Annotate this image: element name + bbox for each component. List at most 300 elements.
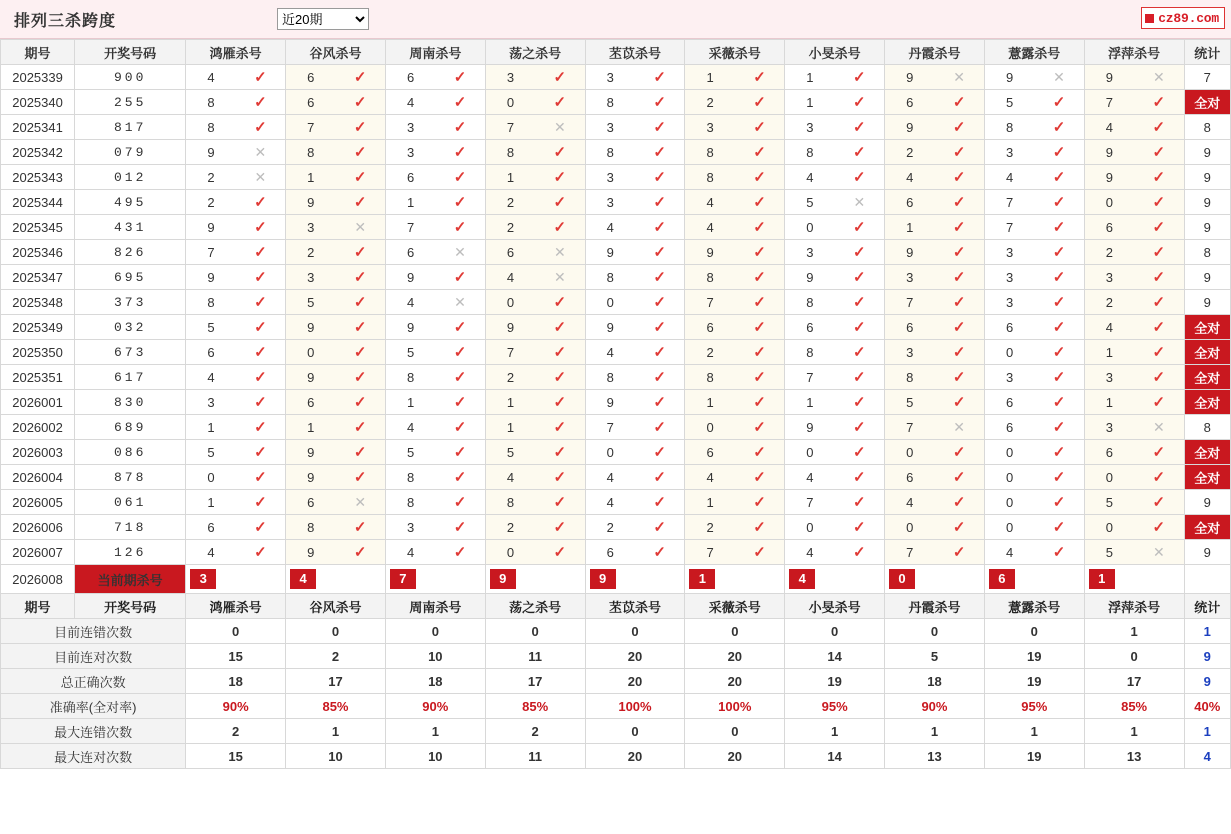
- cell-kill-8: [984, 415, 1084, 440]
- kill-number-table: [0, 39, 1231, 769]
- cell-kill-0: [186, 265, 286, 290]
- cell-kill-4: [585, 390, 685, 415]
- check-icon: ✓: [453, 443, 467, 461]
- summary-value-8: 19: [984, 744, 1084, 769]
- cross-icon: ✕: [553, 269, 566, 285]
- kill-number: 3: [806, 244, 814, 260]
- kill-number: 6: [906, 469, 914, 485]
- cell-kill-3: [485, 65, 585, 90]
- kill-number: 6: [207, 519, 215, 535]
- cell-kill-9: [1084, 65, 1184, 90]
- kill-number: 0: [906, 519, 914, 535]
- cell-draw-number: 817: [75, 115, 186, 140]
- kill-number: 9: [606, 394, 614, 410]
- cell-kill-2: [385, 365, 485, 390]
- check-icon: ✓: [952, 218, 966, 236]
- cell-draw-number: 032: [75, 315, 186, 340]
- check-icon: ✓: [1052, 93, 1066, 111]
- kill-number: 3: [606, 194, 614, 210]
- kill-number: 6: [906, 194, 914, 210]
- kill-number: 4: [207, 369, 215, 385]
- kill-number: 7: [706, 544, 714, 560]
- kill-number: 5: [406, 344, 415, 360]
- check-icon: ✓: [1152, 293, 1166, 311]
- cell-kill-2: [385, 440, 485, 465]
- cell-kill-5: [685, 165, 785, 190]
- kill-number: 5: [207, 319, 215, 335]
- logo-square-icon: [1145, 14, 1154, 23]
- kill-number: 6: [706, 444, 714, 460]
- summary-value-1: 17: [286, 669, 386, 694]
- cross-icon: ✕: [953, 419, 966, 435]
- summary-label: 目前连错次数: [1, 619, 186, 644]
- summary-label: 准确率(全对率): [1, 694, 186, 719]
- cell-kill-1: [286, 415, 386, 440]
- kill-number: 7: [307, 119, 315, 135]
- cell-issue: 2025343: [1, 165, 75, 190]
- cell-kill-4: [585, 490, 685, 515]
- kill-number: 3: [1105, 369, 1114, 385]
- cell-draw-number: 830: [75, 390, 186, 415]
- check-icon: ✓: [653, 493, 666, 511]
- cell-draw-number: 373: [75, 290, 186, 315]
- kill-number: 2: [706, 344, 714, 360]
- summary-value-5: 20: [685, 644, 785, 669]
- kill-number: 0: [806, 519, 814, 535]
- kill-number: 4: [1005, 169, 1014, 185]
- kill-number: 9: [307, 444, 315, 460]
- kill-number: 5: [506, 444, 515, 460]
- cell-kill-1: [286, 515, 386, 540]
- table-row: [1, 115, 1231, 140]
- cell-draw-number: 431: [75, 215, 186, 240]
- summary-value-3: 0: [485, 619, 585, 644]
- check-icon: ✓: [653, 318, 666, 336]
- cell-kill-1: [286, 290, 386, 315]
- check-icon: ✓: [952, 268, 966, 286]
- cell-stat: 9: [1184, 490, 1230, 515]
- check-icon: ✓: [853, 518, 866, 536]
- cell-kill-9: [1084, 315, 1184, 340]
- cell-kill-7: [885, 415, 985, 440]
- table-row: [1, 390, 1231, 415]
- kill-number: 5: [1105, 544, 1114, 560]
- check-icon: ✓: [753, 68, 766, 86]
- column-header-0: 期号: [1, 594, 75, 619]
- current-kill-8: [984, 565, 1084, 594]
- kill-number: 0: [506, 294, 515, 310]
- kill-number: 4: [606, 344, 614, 360]
- check-icon: ✓: [753, 118, 766, 136]
- check-icon: ✓: [653, 118, 666, 136]
- check-icon: ✓: [952, 468, 966, 486]
- cross-icon: ✕: [553, 244, 566, 260]
- cell-kill-2: [385, 315, 485, 340]
- kill-number: 6: [307, 494, 315, 510]
- cell-kill-6: [785, 365, 885, 390]
- kill-number: 9: [906, 119, 914, 135]
- check-icon: ✓: [353, 543, 367, 561]
- summary-value-1: 0: [286, 619, 386, 644]
- check-icon: ✓: [453, 543, 467, 561]
- cell-kill-3: [485, 165, 585, 190]
- cell-stat: 9: [1184, 215, 1230, 240]
- cell-kill-0: [186, 390, 286, 415]
- check-icon: ✓: [653, 218, 666, 236]
- check-icon: ✓: [453, 368, 467, 386]
- check-icon: ✓: [254, 293, 267, 311]
- cell-kill-8: [984, 215, 1084, 240]
- cell-kill-4: [585, 415, 685, 440]
- kill-number: 8: [207, 294, 215, 310]
- cell-kill-3: [485, 315, 585, 340]
- summary-row: [1, 694, 1231, 719]
- kill-number: 2: [207, 169, 215, 185]
- cell-kill-9: [1084, 490, 1184, 515]
- column-header-10: 薏露杀号: [984, 40, 1084, 65]
- check-icon: ✓: [853, 368, 866, 386]
- check-icon: ✓: [1152, 118, 1166, 136]
- cell-kill-2: [385, 490, 485, 515]
- kill-number: 0: [506, 544, 515, 560]
- check-icon: ✓: [353, 68, 367, 86]
- cell-kill-9: [1084, 415, 1184, 440]
- check-icon: ✓: [1152, 393, 1166, 411]
- kill-number: 6: [207, 344, 215, 360]
- summary-stat: 4: [1184, 744, 1230, 769]
- cell-kill-2: [385, 140, 485, 165]
- kill-number: 0: [1105, 194, 1114, 210]
- period-select[interactable]: [277, 8, 369, 30]
- cell-kill-9: [1084, 115, 1184, 140]
- check-icon: ✓: [753, 493, 766, 511]
- cell-kill-1: [286, 390, 386, 415]
- cell-kill-4: [585, 115, 685, 140]
- cell-kill-9: [1084, 140, 1184, 165]
- kill-number: 1: [307, 419, 315, 435]
- cell-kill-4: [585, 165, 685, 190]
- check-icon: ✓: [753, 418, 766, 436]
- kill-number: 4: [506, 469, 515, 485]
- check-icon: ✓: [254, 518, 267, 536]
- check-icon: ✓: [653, 68, 666, 86]
- cell-kill-2: [385, 190, 485, 215]
- check-icon: ✓: [553, 143, 567, 161]
- kill-number: 8: [606, 94, 614, 110]
- cross-icon: ✕: [1152, 419, 1165, 435]
- summary-value-5: 100%: [685, 694, 785, 719]
- kill-number: 5: [1105, 494, 1114, 510]
- kill-number: 4: [406, 94, 415, 110]
- kill-number: 3: [606, 169, 614, 185]
- cell-kill-9: [1084, 515, 1184, 540]
- check-icon: ✓: [853, 318, 866, 336]
- check-icon: ✓: [952, 518, 966, 536]
- check-icon: ✓: [553, 68, 567, 86]
- kill-number: 8: [207, 94, 215, 110]
- check-icon: ✓: [952, 393, 966, 411]
- check-icon: ✓: [1052, 493, 1066, 511]
- check-icon: ✓: [853, 143, 866, 161]
- kill-number: 3: [406, 119, 415, 135]
- summary-label: 最大连对次数: [1, 744, 186, 769]
- column-header-1: 开奖号码: [75, 594, 186, 619]
- kill-number: 9: [406, 319, 415, 335]
- summary-value-1: 2: [286, 644, 386, 669]
- cell-kill-5: [685, 65, 785, 90]
- kill-number: 8: [606, 369, 614, 385]
- kill-number: 1: [506, 394, 515, 410]
- cell-kill-7: [885, 115, 985, 140]
- cell-kill-8: [984, 465, 1084, 490]
- kill-number: 9: [406, 269, 415, 285]
- kill-number: 3: [1005, 269, 1014, 285]
- cell-kill-0: [186, 340, 286, 365]
- check-icon: ✓: [753, 268, 766, 286]
- kill-number: 2: [506, 194, 515, 210]
- kill-number: 8: [506, 494, 515, 510]
- check-icon: ✓: [853, 393, 866, 411]
- check-icon: ✓: [853, 343, 866, 361]
- kill-number: 5: [207, 444, 215, 460]
- cell-kill-3: [485, 90, 585, 115]
- cell-kill-8: [984, 390, 1084, 415]
- cell-kill-0: [186, 165, 286, 190]
- summary-value-6: 19: [785, 669, 885, 694]
- current-kill-badge: 9: [490, 569, 516, 589]
- cell-kill-6: [785, 115, 885, 140]
- table-head: [1, 40, 1231, 65]
- cell-kill-6: [785, 415, 885, 440]
- page-title: 排列三杀跨度: [14, 12, 117, 30]
- cell-kill-2: [385, 90, 485, 115]
- check-icon: ✓: [653, 418, 666, 436]
- table-row: [1, 315, 1231, 340]
- kill-number: 1: [906, 219, 914, 235]
- table-body: [1, 65, 1231, 769]
- summary-value-7: 90%: [885, 694, 985, 719]
- check-icon: ✓: [853, 93, 866, 111]
- kill-number: 4: [606, 469, 614, 485]
- current-kill-badge: 7: [390, 569, 416, 589]
- kill-number: 6: [307, 394, 315, 410]
- cell-issue: 2025342: [1, 140, 75, 165]
- kill-number: 9: [906, 244, 914, 260]
- summary-value-3: 2: [485, 719, 585, 744]
- kill-number: 8: [307, 519, 315, 535]
- check-icon: ✓: [1152, 518, 1166, 536]
- check-icon: ✓: [853, 543, 866, 561]
- summary-value-5: 20: [685, 744, 785, 769]
- cell-stat: 全对: [1184, 90, 1230, 115]
- check-icon: ✓: [653, 93, 666, 111]
- kill-number: 3: [307, 219, 315, 235]
- summary-value-4: 0: [585, 719, 685, 744]
- cell-kill-7: [885, 315, 985, 340]
- check-icon: ✓: [254, 243, 267, 261]
- cell-kill-4: [585, 365, 685, 390]
- cell-kill-9: [1084, 465, 1184, 490]
- cell-kill-5: [685, 540, 785, 565]
- column-header-7: 采薇杀号: [685, 594, 785, 619]
- current-period-row: [1, 565, 1231, 594]
- kill-number: 9: [806, 419, 814, 435]
- kill-number: 9: [1005, 69, 1014, 85]
- cell-stat: 全对: [1184, 515, 1230, 540]
- current-kill-badge: 4: [290, 569, 316, 589]
- cell-stat: 全对: [1184, 365, 1230, 390]
- summary-value-9: 1: [1084, 719, 1184, 744]
- cell-kill-4: [585, 290, 685, 315]
- kill-number: 0: [906, 444, 914, 460]
- kill-number: 3: [1005, 369, 1014, 385]
- kill-number: 0: [706, 419, 714, 435]
- cell-kill-7: [885, 515, 985, 540]
- current-kill-7: [885, 565, 985, 594]
- column-header-6: 苤苡杀号: [585, 40, 685, 65]
- kill-number: 4: [406, 294, 415, 310]
- kill-number: 6: [906, 94, 914, 110]
- kill-number: 0: [606, 444, 614, 460]
- kill-number: 9: [1105, 169, 1114, 185]
- table-header-row-repeat: [1, 594, 1231, 619]
- check-icon: ✓: [553, 543, 567, 561]
- kill-number: 8: [706, 369, 714, 385]
- cell-kill-3: [485, 265, 585, 290]
- cell-kill-4: [585, 465, 685, 490]
- check-icon: ✓: [1152, 143, 1166, 161]
- check-icon: ✓: [653, 443, 666, 461]
- cell-kill-1: [286, 90, 386, 115]
- cell-kill-3: [485, 115, 585, 140]
- check-icon: ✓: [453, 418, 467, 436]
- kill-number: 9: [1105, 69, 1114, 85]
- cell-kill-7: [885, 440, 985, 465]
- kill-number: 4: [1005, 544, 1014, 560]
- cell-stat: 9: [1184, 265, 1230, 290]
- kill-number: 9: [606, 244, 614, 260]
- kill-number: 4: [1105, 319, 1114, 335]
- kill-number: 0: [1005, 469, 1014, 485]
- check-icon: ✓: [1152, 193, 1166, 211]
- kill-number: 8: [706, 144, 714, 160]
- cell-kill-6: [785, 390, 885, 415]
- kill-number: 2: [906, 144, 914, 160]
- summary-value-3: 85%: [485, 694, 585, 719]
- kill-number: 7: [207, 244, 215, 260]
- kill-number: 4: [406, 544, 415, 560]
- column-header-3: 谷风杀号: [286, 40, 386, 65]
- check-icon: ✓: [453, 168, 467, 186]
- kill-number: 6: [1105, 444, 1114, 460]
- kill-number: 7: [1105, 94, 1114, 110]
- check-icon: ✓: [353, 143, 367, 161]
- kill-number: 9: [1105, 144, 1114, 160]
- check-icon: ✓: [1152, 318, 1166, 336]
- cell-kill-3: [485, 490, 585, 515]
- check-icon: ✓: [753, 193, 766, 211]
- cell-kill-8: [984, 190, 1084, 215]
- cell-kill-3: [485, 515, 585, 540]
- check-icon: ✓: [553, 493, 567, 511]
- current-kill-2: [385, 565, 485, 594]
- kill-number: 9: [806, 269, 814, 285]
- kill-number: 7: [606, 419, 614, 435]
- cell-kill-5: [685, 265, 785, 290]
- current-kill-3: [485, 565, 585, 594]
- cell-kill-4: [585, 515, 685, 540]
- kill-number: 8: [1005, 119, 1014, 135]
- cross-icon: ✕: [953, 69, 966, 85]
- cell-kill-1: [286, 440, 386, 465]
- kill-number: 3: [1005, 244, 1014, 260]
- summary-value-6: 14: [785, 744, 885, 769]
- summary-value-2: 0: [385, 619, 485, 644]
- check-icon: ✓: [453, 143, 467, 161]
- cell-kill-5: [685, 190, 785, 215]
- check-icon: ✓: [254, 118, 267, 136]
- kill-number: 9: [307, 544, 315, 560]
- cell-draw-number: 718: [75, 515, 186, 540]
- summary-value-6: 0: [785, 619, 885, 644]
- current-kill-badge: 1: [1089, 569, 1115, 589]
- cell-kill-8: [984, 540, 1084, 565]
- kill-number: 3: [606, 119, 614, 135]
- kill-number: 2: [506, 219, 515, 235]
- cell-kill-1: [286, 265, 386, 290]
- cell-kill-0: [186, 240, 286, 265]
- cell-kill-3: [485, 340, 585, 365]
- check-icon: ✓: [453, 493, 467, 511]
- cell-issue: 2025346: [1, 240, 75, 265]
- current-kill-5: [685, 565, 785, 594]
- cell-kill-0: [186, 215, 286, 240]
- cell-draw-number: 126: [75, 540, 186, 565]
- kill-number: 5: [406, 444, 415, 460]
- cell-kill-8: [984, 365, 1084, 390]
- check-icon: ✓: [753, 293, 766, 311]
- cell-kill-3: [485, 140, 585, 165]
- cell-issue: 2025341: [1, 115, 75, 140]
- summary-value-7: 13: [885, 744, 985, 769]
- summary-value-5: 0: [685, 619, 785, 644]
- cell-stat: 8: [1184, 415, 1230, 440]
- summary-value-8: 1: [984, 719, 1084, 744]
- kill-number: 7: [406, 219, 415, 235]
- kill-number: 6: [906, 319, 914, 335]
- check-icon: ✓: [753, 143, 766, 161]
- check-icon: ✓: [1052, 468, 1066, 486]
- kill-number: 9: [307, 319, 315, 335]
- cell-kill-5: [685, 215, 785, 240]
- cell-issue: 2025340: [1, 90, 75, 115]
- cell-stat: 全对: [1184, 440, 1230, 465]
- kill-number: 1: [1105, 344, 1114, 360]
- cell-stat: 9: [1184, 190, 1230, 215]
- current-kill-badge: 1: [689, 569, 715, 589]
- check-icon: ✓: [553, 518, 567, 536]
- kill-number: 8: [906, 369, 914, 385]
- column-header-9: 丹霞杀号: [885, 40, 985, 65]
- kill-number: 3: [1005, 294, 1014, 310]
- cell-kill-3: [485, 215, 585, 240]
- check-icon: ✓: [1052, 193, 1066, 211]
- cell-kill-5: [685, 440, 785, 465]
- kill-number: 6: [706, 319, 714, 335]
- cell-kill-1: [286, 140, 386, 165]
- check-icon: ✓: [653, 468, 666, 486]
- cell-kill-9: [1084, 165, 1184, 190]
